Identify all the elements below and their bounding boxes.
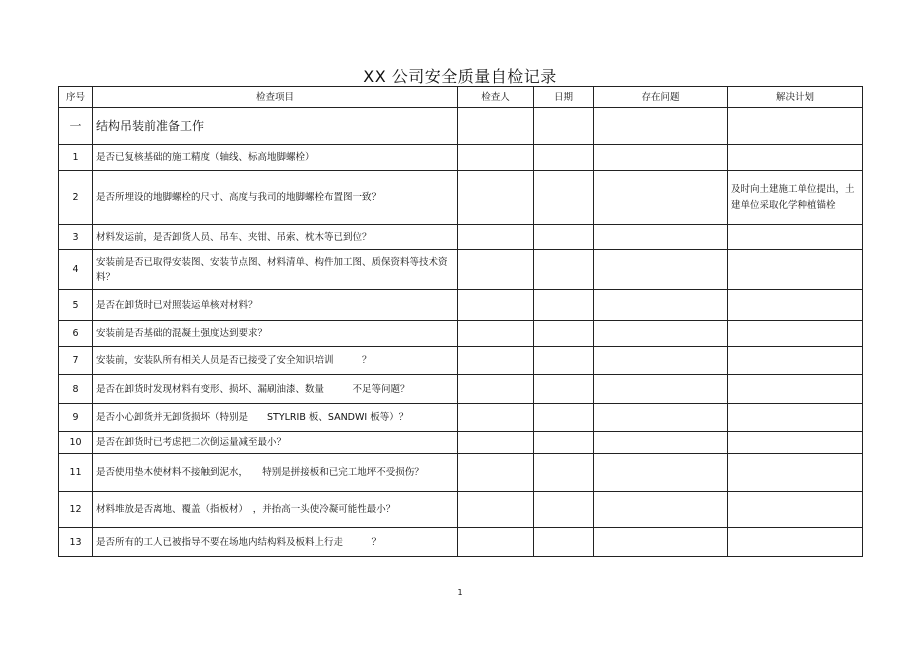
section-number: 一	[59, 108, 93, 145]
inspector-cell	[458, 347, 534, 375]
document-title: XX 公司安全质量自检记录	[363, 67, 557, 86]
row-number: 6	[59, 321, 93, 347]
date-cell	[534, 145, 594, 171]
plan-cell	[728, 225, 863, 250]
inspector-cell	[458, 404, 534, 432]
check-item: 是否在卸货时发现材料有变形、损坏、漏刷油漆、数量 不足等问题？	[93, 375, 458, 404]
date-cell	[534, 454, 594, 492]
issues-cell	[594, 404, 728, 432]
table-row	[59, 321, 863, 347]
check-item: 安装前，安装队所有相关人员是否已接受了安全知识培训 ？	[93, 347, 458, 375]
inspector-cell	[458, 171, 534, 225]
inspector-cell	[458, 290, 534, 321]
row-number: 10	[59, 432, 93, 454]
row-number: 11	[59, 454, 93, 492]
row-number: 2	[59, 171, 93, 225]
check-item: 是否小心卸货并无卸货损坏（特别是 STYLRIB 板、SANDWI 板等）？	[93, 404, 458, 432]
date-cell	[534, 347, 594, 375]
section-row	[59, 108, 863, 145]
inspection-table	[58, 86, 863, 557]
header-issues: 存在问题	[594, 87, 728, 108]
table-row	[59, 454, 863, 492]
table-row	[59, 375, 863, 404]
inspector-cell	[458, 321, 534, 347]
plan-cell	[728, 432, 863, 454]
header-inspector: 检查人	[458, 87, 534, 108]
issues-cell	[594, 250, 728, 290]
plan-cell	[728, 290, 863, 321]
check-item: 是否所埋设的地脚螺栓的尺寸、高度与我司的地脚螺栓布置图一致？	[93, 171, 458, 225]
table-row	[59, 432, 863, 454]
table-header-row	[59, 87, 863, 108]
inspector-cell	[458, 108, 534, 145]
date-cell	[534, 171, 594, 225]
inspector-cell	[458, 432, 534, 454]
date-cell	[534, 250, 594, 290]
row-number: 5	[59, 290, 93, 321]
inspector-cell	[458, 375, 534, 404]
table-row	[59, 290, 863, 321]
table-row	[59, 145, 863, 171]
issues-cell	[594, 225, 728, 250]
inspector-cell	[458, 225, 534, 250]
plan-cell	[728, 250, 863, 290]
table-row	[59, 492, 863, 528]
check-item: 是否使用垫木使材料不接触到泥水， 特别是拼接板和已完工地坪不受损伤？	[93, 454, 458, 492]
check-item: 安装前是否基础的混凝土强度达到要求？	[93, 321, 458, 347]
header-item: 检查项目	[93, 87, 458, 108]
plan-cell	[728, 375, 863, 404]
issues-cell	[594, 454, 728, 492]
date-cell	[534, 432, 594, 454]
page-number: 1	[457, 588, 463, 597]
table-row	[59, 404, 863, 432]
table-row	[59, 225, 863, 250]
issues-cell	[594, 347, 728, 375]
issues-cell	[594, 108, 728, 145]
plan-cell: 及时向土建施工单位提出，土建单位采取化学种植锚栓	[728, 171, 863, 225]
issues-cell	[594, 145, 728, 171]
table-row	[59, 347, 863, 375]
plan-cell	[728, 321, 863, 347]
date-cell	[534, 321, 594, 347]
issues-cell	[594, 171, 728, 225]
plan-cell	[728, 528, 863, 557]
date-cell	[534, 108, 594, 145]
inspector-cell	[458, 454, 534, 492]
inspector-cell	[458, 528, 534, 557]
check-item: 材料发运前，是否卸货人员、吊车、夹钳、吊索、枕木等已到位？	[93, 225, 458, 250]
plan-cell	[728, 492, 863, 528]
header-no: 序号	[59, 87, 93, 108]
check-item: 是否已复核基础的施工精度（轴线、标高地脚螺栓）	[93, 145, 458, 171]
check-item: 是否在卸货时已考虑把二次倒运量减至最小？	[93, 432, 458, 454]
plan-cell	[728, 145, 863, 171]
issues-cell	[594, 492, 728, 528]
plan-cell	[728, 404, 863, 432]
issues-cell	[594, 432, 728, 454]
row-number: 1	[59, 145, 93, 171]
check-item: 材料堆放是否离地、覆盖（指板材） ，并抬高一头使冷凝可能性最小？	[93, 492, 458, 528]
row-number: 7	[59, 347, 93, 375]
header-plan: 解决计划	[728, 87, 863, 108]
row-number: 12	[59, 492, 93, 528]
plan-cell	[728, 454, 863, 492]
check-item: 是否在卸货时已对照装运单核对材料？	[93, 290, 458, 321]
row-number: 13	[59, 528, 93, 557]
inspector-cell	[458, 250, 534, 290]
issues-cell	[594, 290, 728, 321]
issues-cell	[594, 528, 728, 557]
issues-cell	[594, 321, 728, 347]
date-cell	[534, 375, 594, 404]
row-number: 9	[59, 404, 93, 432]
table-row	[59, 528, 863, 557]
issues-cell	[594, 375, 728, 404]
check-item: 是否所有的工人已被指导不要在场地内结构料及板料上行走 ？	[93, 528, 458, 557]
table-row	[59, 250, 863, 290]
date-cell	[534, 492, 594, 528]
plan-cell	[728, 108, 863, 145]
date-cell	[534, 225, 594, 250]
plan-cell	[728, 347, 863, 375]
check-item: 安装前是否已取得安装图、安装节点图、材料清单、构件加工图、质保资料等技术资料？	[93, 250, 458, 290]
date-cell	[534, 404, 594, 432]
section-label: 结构吊装前准备工作	[93, 108, 458, 145]
header-date: 日期	[534, 87, 594, 108]
table-row	[59, 171, 863, 225]
date-cell	[534, 290, 594, 321]
inspector-cell	[458, 492, 534, 528]
row-number: 3	[59, 225, 93, 250]
row-number: 4	[59, 250, 93, 290]
date-cell	[534, 528, 594, 557]
inspector-cell	[458, 145, 534, 171]
row-number: 8	[59, 375, 93, 404]
